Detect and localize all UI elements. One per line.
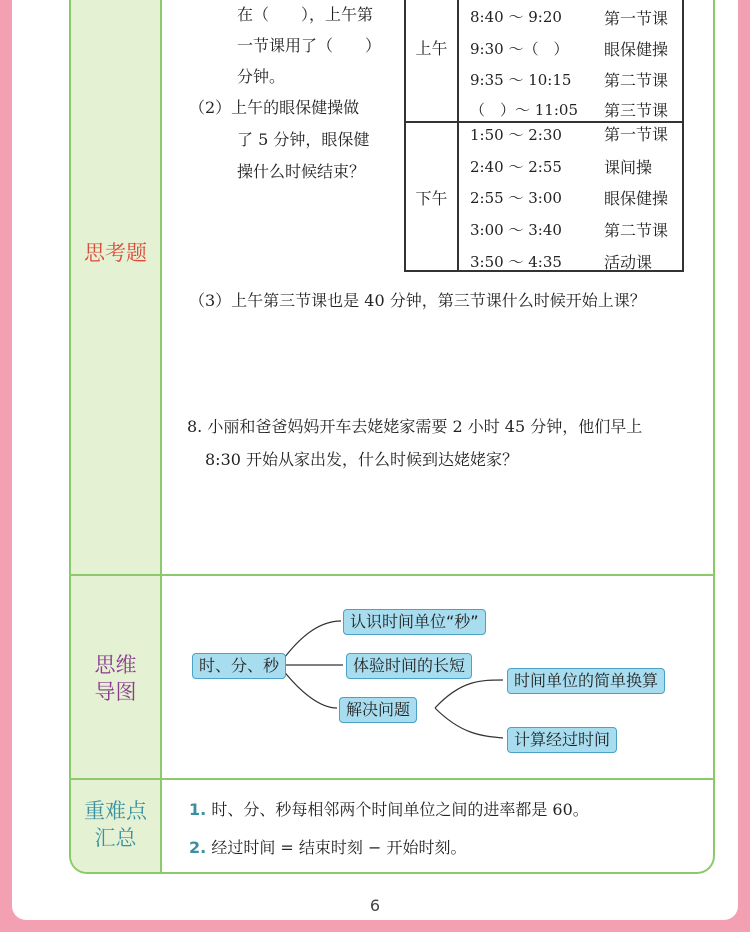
mindmap-branch-solve: 解决问题 [339, 697, 417, 723]
section-label-mindmap-2: 导图 [94, 680, 137, 704]
schedule-time: 9:35 ～ 10:15 [470, 71, 572, 89]
q8-line-2: 8:30 开始从家出发，什么时候到达姥姥家？ [205, 450, 519, 469]
divider-summary [71, 778, 713, 780]
schedule-class: 第二节课 [604, 221, 669, 240]
q2-line-2: 了 5 分钟，眼保健 [237, 130, 370, 149]
section-label-summary-1: 重难点 [84, 799, 147, 823]
summary-item-1-num: 1. [189, 800, 207, 819]
schedule-class: 第一节课 [604, 9, 669, 28]
summary-item-1-text: 时、分、秒每相邻两个时间单位之间的进率都是 60。 [211, 800, 589, 819]
schedule-time: 2:40 ～ 2:55 [470, 158, 562, 176]
summary-item-1 [189, 799, 589, 821]
summary-item-2-num: 2. [189, 838, 207, 857]
mindmap-branch-duration: 体验时间的长短 [346, 653, 472, 679]
schedule-time: 3:00 ～ 3:40 [470, 221, 562, 239]
q8-line-1: 8. 小丽和爸爸妈妈开车去姥姥家需要 2 小时 45 分钟，他们早上 [187, 417, 643, 436]
section-label-thinking: 思考题 [84, 241, 147, 265]
schedule-divider-v [457, 0, 459, 270]
mindmap-branch-seconds: 认识时间单位“秒” [343, 609, 486, 635]
schedule-class: 眼保健操 [604, 40, 669, 59]
summary-item-2-text: 经过时间 = 结束时刻 − 开始时刻。 [211, 838, 467, 857]
mindmap-sub-elapsed: 计算经过时间 [507, 727, 617, 753]
page-number: 6 [369, 896, 381, 915]
section-column [71, 0, 162, 872]
schedule-class: 第二节课 [604, 71, 669, 90]
q2-line-1: （2）上午的眼保健操做 [189, 98, 360, 117]
section-label-summary-2: 汇总 [94, 826, 137, 850]
mindmap-root: 时、分、秒 [192, 653, 286, 679]
schedule-class: 第一节课 [604, 125, 669, 144]
section-label-mindmap-1: 思维 [94, 653, 137, 677]
schedule-class: 第三节课 [604, 101, 669, 120]
schedule-morning-label: 上午 [415, 39, 448, 58]
q1-line-1: 在（ ），上午第 [237, 5, 374, 24]
schedule-time: 1:50 ～ 2:30 [470, 126, 562, 144]
schedule-table [404, 0, 684, 272]
q1-line-2: 一节课用了（ ） [237, 36, 382, 55]
schedule-class: 眼保健操 [604, 189, 669, 208]
page [12, 0, 738, 920]
schedule-time: 2:55 ～ 3:00 [470, 189, 562, 207]
mindmap-sub-conversion: 时间单位的简单换算 [507, 668, 665, 694]
content-frame [69, 0, 715, 874]
schedule-class: 活动课 [604, 253, 653, 272]
schedule-afternoon-label: 下午 [415, 189, 448, 208]
q1-line-3: 分钟。 [237, 67, 286, 86]
schedule-class: 课间操 [604, 158, 653, 177]
schedule-time: 3:50 ～ 4:35 [470, 253, 562, 271]
q2-line-3: 操什么时候结束？ [237, 162, 366, 181]
q3-text: （3）上午第三节课也是 40 分钟，第三节课什么时候开始上课？ [189, 291, 646, 310]
schedule-time: 8:40 ～ 9:20 [470, 8, 562, 26]
schedule-time: 9:30 ～（ ） [470, 40, 569, 58]
summary-item-2 [189, 837, 466, 859]
schedule-time: （ ）～ 11:05 [470, 101, 578, 119]
